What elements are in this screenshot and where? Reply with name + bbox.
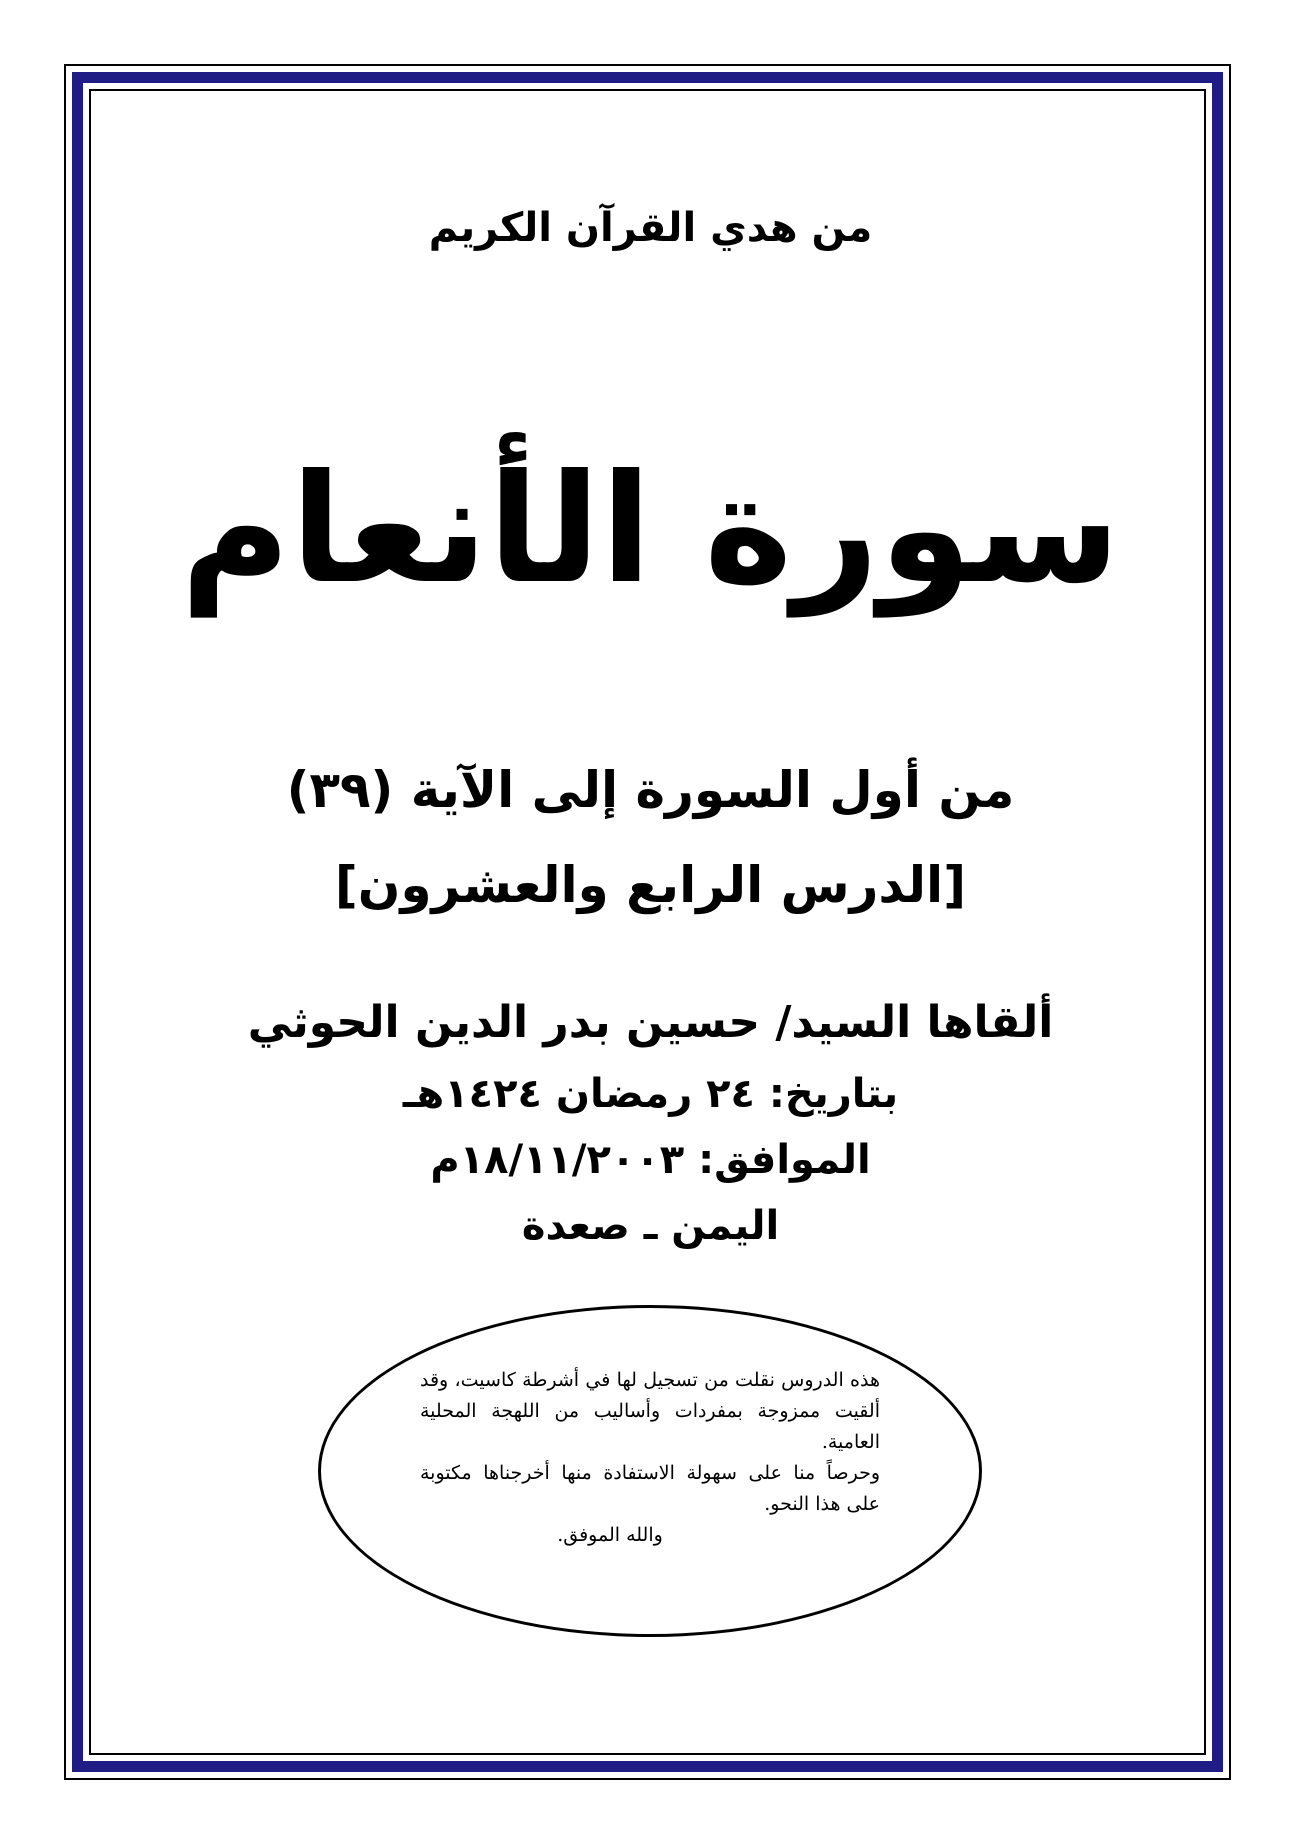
note-paragraph-2: وحرصاً منا على سهولة الاستفادة منها أخرجناها مكتوبة على هذا النحو. [420, 1462, 880, 1515]
note-box [420, 1365, 880, 1551]
lesson-number: [الدرس الرابع والعشرون] [334, 856, 967, 914]
place-line: اليمن ـ صعدة [521, 1203, 780, 1249]
author-line: ألقاها السيد/ حسين بدر الدين الحوثي [247, 997, 1054, 1048]
gregorian-date: الموافق: ١٨/١١/٢٠٠٣م [430, 1137, 871, 1183]
main-title: سورة الأنعام [180, 443, 1121, 617]
series-title: من هدي القرآن الكريم [428, 205, 873, 251]
note-paragraph-1: هذه الدروس نقلت من تسجيل لها في أشرطة كاسيت، وقد ألقيت ممزوجة بمفردات وأساليب من اللهجة المحلية العامية. [420, 1369, 880, 1453]
hijri-date: بتاريخ: ٢٤ رمضان ١٤٢٤هـ [402, 1071, 899, 1117]
subtitle: من أول السورة إلى الآية (٣٩) [286, 761, 1015, 819]
note-closing: والله الموفق. [557, 1524, 663, 1546]
